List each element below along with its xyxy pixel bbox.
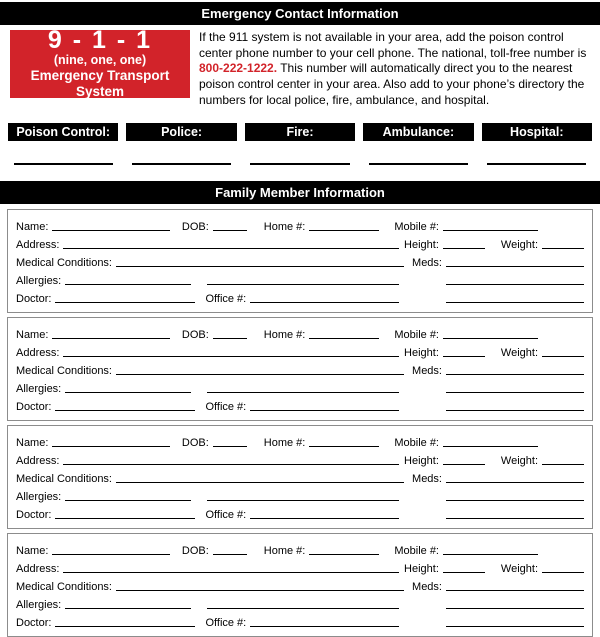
instructions-text — [199, 30, 590, 109]
mobile-phone-field[interactable] — [443, 444, 538, 447]
office-phone-field[interactable] — [250, 300, 399, 303]
name-field[interactable] — [52, 444, 169, 447]
weight-label: Weight: — [500, 238, 538, 251]
family-member-block — [7, 425, 593, 529]
911-number: 9 - 1 - 1 — [47, 26, 153, 54]
family-member-header — [0, 181, 600, 204]
medical-conditions-label: Medical Conditions: — [16, 256, 112, 269]
mobile-phone-label: Mobile #: — [394, 328, 439, 341]
address-row — [16, 341, 584, 359]
weight-label: Weight: — [500, 346, 538, 359]
meds-extra-field-2[interactable] — [446, 300, 584, 303]
home-phone-label: Home #: — [263, 220, 306, 233]
height-field[interactable] — [443, 462, 485, 465]
doctor-field[interactable] — [55, 624, 195, 627]
name-field[interactable] — [52, 552, 169, 555]
dob-label: DOB: — [181, 220, 209, 233]
allergies-extra-field[interactable] — [207, 498, 399, 501]
height-label: Height: — [404, 346, 439, 359]
home-phone-label: Home #: — [263, 436, 306, 449]
home-phone-field[interactable] — [309, 552, 379, 555]
address-label: Address: — [16, 562, 60, 575]
contact-fields-row — [8, 163, 592, 165]
doctor-label: Doctor: — [16, 400, 52, 413]
name-row — [16, 323, 584, 341]
dob-field[interactable] — [213, 336, 247, 339]
weight-label: Weight: — [500, 562, 538, 575]
allergies-extra-field[interactable] — [207, 390, 399, 393]
doctor-row — [16, 395, 584, 413]
doctor-field[interactable] — [55, 300, 195, 303]
meds-extra-field-1[interactable] — [446, 282, 584, 285]
dob-field[interactable] — [213, 444, 247, 447]
home-phone-field[interactable] — [309, 228, 379, 231]
meds-extra-field-2[interactable] — [446, 408, 584, 411]
office-phone-field[interactable] — [250, 408, 399, 411]
address-row — [16, 449, 584, 467]
hospital-label: Hospital: — [482, 123, 592, 141]
mobile-phone-field[interactable] — [443, 552, 538, 555]
weight-label: Weight: — [500, 454, 538, 467]
medical-conditions-row — [16, 575, 584, 593]
medical-conditions-field[interactable] — [116, 588, 404, 591]
allergies-label: Allergies: — [16, 382, 62, 395]
weight-field[interactable] — [542, 246, 584, 249]
medical-conditions-field[interactable] — [116, 264, 404, 267]
office-phone-label: Office #: — [205, 292, 247, 305]
home-phone-field[interactable] — [309, 336, 379, 339]
doctor-field[interactable] — [55, 408, 195, 411]
meds-extra-field-2[interactable] — [446, 516, 584, 519]
doctor-field[interactable] — [55, 516, 195, 519]
mobile-phone-field[interactable] — [443, 336, 538, 339]
name-field[interactable] — [52, 228, 169, 231]
medical-conditions-label: Medical Conditions: — [16, 472, 112, 485]
name-field[interactable] — [52, 336, 169, 339]
mobile-phone-label: Mobile #: — [394, 436, 439, 449]
contact-labels-row — [8, 123, 592, 141]
medical-conditions-row — [16, 467, 584, 485]
fire-field[interactable] — [250, 163, 349, 165]
meds-label: Meds: — [412, 256, 442, 269]
height-field[interactable] — [443, 570, 485, 573]
doctor-label: Doctor: — [16, 292, 52, 305]
doctor-label: Doctor: — [16, 616, 52, 629]
medical-conditions-label: Medical Conditions: — [16, 364, 112, 377]
family-member-block — [7, 317, 593, 421]
height-label: Height: — [404, 454, 439, 467]
name-row — [16, 215, 584, 233]
home-phone-field[interactable] — [309, 444, 379, 447]
doctor-label: Doctor: — [16, 508, 52, 521]
allergies-extra-field[interactable] — [207, 606, 399, 609]
family-section-title: Family Member Information — [215, 184, 385, 200]
medical-conditions-field[interactable] — [116, 480, 404, 483]
medical-conditions-field[interactable] — [116, 372, 404, 375]
medical-conditions-row — [16, 359, 584, 377]
meds-field[interactable] — [446, 264, 584, 267]
dob-label: DOB: — [181, 544, 209, 557]
instructions-before: If the 911 system is not available in your area, add the poison control center phone number to your cell phone. The national, toll-free number is — [199, 30, 587, 60]
height-label: Height: — [404, 238, 439, 251]
family-member-block — [7, 209, 593, 313]
medical-conditions-label: Medical Conditions: — [16, 580, 112, 593]
mobile-phone-label: Mobile #: — [394, 220, 439, 233]
mobile-phone-field[interactable] — [443, 228, 538, 231]
doctor-row — [16, 287, 584, 305]
page-title: Emergency Contact Information — [201, 6, 399, 21]
poison-control-phone-number: 800-222-1222. — [199, 61, 278, 76]
allergies-row — [16, 593, 584, 611]
weight-field[interactable] — [542, 570, 584, 573]
ambulance-field[interactable] — [369, 163, 468, 165]
dob-field[interactable] — [213, 552, 247, 555]
office-phone-label: Office #: — [205, 508, 247, 521]
intro-section — [10, 26, 590, 109]
meds-extra-field-1[interactable] — [446, 606, 584, 609]
name-label: Name: — [16, 544, 49, 557]
doctor-row — [16, 611, 584, 629]
meds-extra-field-2[interactable] — [446, 624, 584, 627]
police-field[interactable] — [132, 163, 231, 165]
emergency-contact-header — [0, 2, 600, 25]
allergies-row — [16, 377, 584, 395]
allergies-field[interactable] — [65, 282, 191, 285]
meds-extra-field-1[interactable] — [446, 390, 584, 393]
911-badge — [10, 26, 190, 99]
meds-field[interactable] — [446, 372, 584, 375]
meds-label: Meds: — [412, 364, 442, 377]
height-field[interactable] — [443, 354, 485, 357]
address-label: Address: — [16, 346, 60, 359]
office-phone-field[interactable] — [250, 624, 399, 627]
ambulance-label: Ambulance: — [363, 123, 473, 141]
poison-control-field[interactable] — [14, 163, 113, 165]
name-label: Name: — [16, 328, 49, 341]
weight-field[interactable] — [542, 354, 584, 357]
medical-conditions-row — [16, 251, 584, 269]
dob-label: DOB: — [181, 328, 209, 341]
address-field[interactable] — [63, 570, 399, 573]
height-field[interactable] — [443, 246, 485, 249]
meds-label: Meds: — [412, 580, 442, 593]
meds-field[interactable] — [446, 588, 584, 591]
address-field[interactable] — [63, 354, 399, 357]
911-subtitle: Emergency Transport System — [30, 68, 170, 99]
allergies-label: Allergies: — [16, 274, 62, 287]
family-member-block — [7, 533, 593, 637]
address-row — [16, 233, 584, 251]
dob-field[interactable] — [213, 228, 247, 231]
address-field[interactable] — [63, 462, 399, 465]
meds-field[interactable] — [446, 480, 584, 483]
allergies-label: Allergies: — [16, 598, 62, 611]
mobile-phone-label: Mobile #: — [394, 544, 439, 557]
office-phone-label: Office #: — [205, 400, 247, 413]
allergies-label: Allergies: — [16, 490, 62, 503]
poison-control-label: Poison Control: — [8, 123, 118, 141]
fire-label: Fire: — [245, 123, 355, 141]
allergies-field[interactable] — [65, 606, 191, 609]
name-label: Name: — [16, 436, 49, 449]
allergies-row — [16, 269, 584, 287]
hospital-field[interactable] — [487, 163, 586, 165]
address-label: Address: — [16, 238, 60, 251]
office-phone-field[interactable] — [250, 516, 399, 519]
address-row — [16, 557, 584, 575]
height-label: Height: — [404, 562, 439, 575]
dob-label: DOB: — [181, 436, 209, 449]
allergies-extra-field[interactable] — [207, 282, 399, 285]
allergies-field[interactable] — [65, 498, 191, 501]
doctor-row — [16, 503, 584, 521]
home-phone-label: Home #: — [263, 544, 306, 557]
address-label: Address: — [16, 454, 60, 467]
home-phone-label: Home #: — [263, 328, 306, 341]
police-label: Police: — [126, 123, 236, 141]
meds-extra-field-1[interactable] — [446, 498, 584, 501]
instructions-after: This number will automatically direct you to the nearest poison control center in your area. Also add to your phone’s directory the numbers for local police, fire, ambulance, and hospital. — [199, 61, 585, 107]
address-field[interactable] — [63, 246, 399, 249]
allergies-field[interactable] — [65, 390, 191, 393]
allergies-row — [16, 485, 584, 503]
meds-label: Meds: — [412, 472, 442, 485]
name-label: Name: — [16, 220, 49, 233]
911-words: (nine, one, one) — [53, 53, 147, 67]
name-row — [16, 539, 584, 557]
family-members-list — [7, 209, 593, 637]
office-phone-label: Office #: — [205, 616, 247, 629]
name-row — [16, 431, 584, 449]
weight-field[interactable] — [542, 462, 584, 465]
